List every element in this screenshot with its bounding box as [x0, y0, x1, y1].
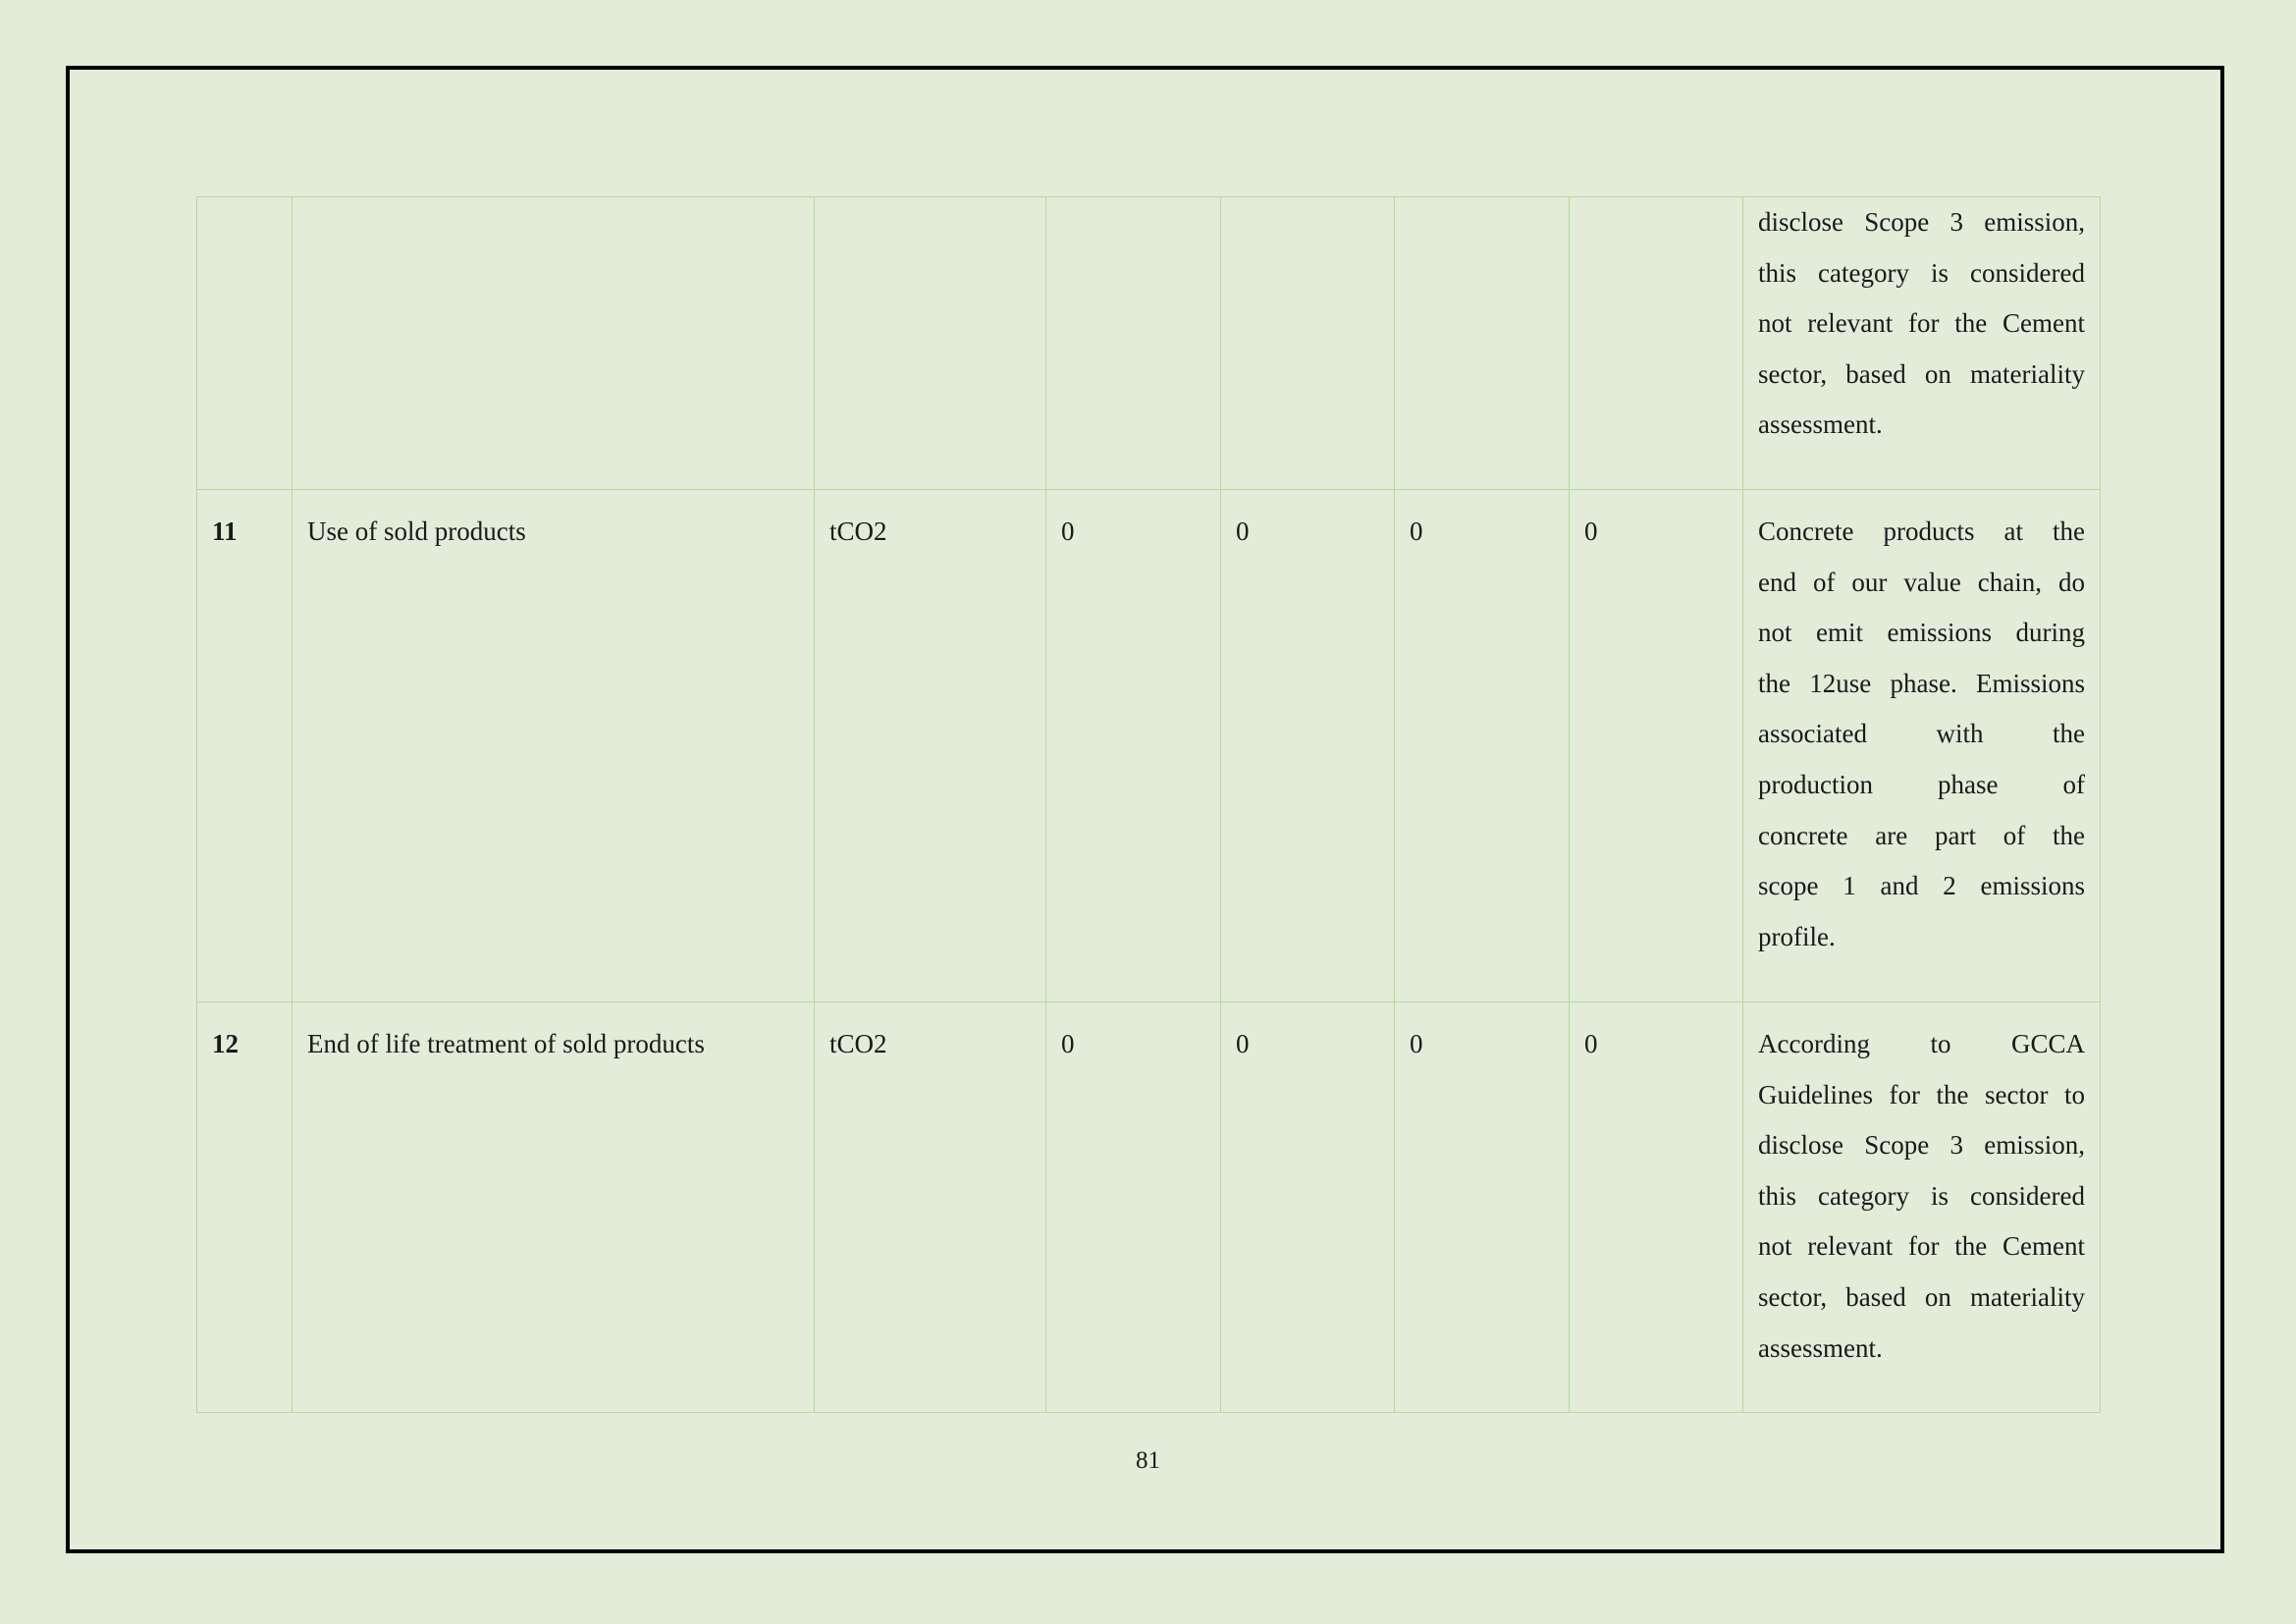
category-cell [293, 197, 815, 490]
remarks-line: not emit emissions during [1758, 618, 2085, 648]
remarks-line: assessment. [1758, 409, 1883, 440]
category-cell: Use of sold products [293, 490, 815, 1002]
remarks-line: According to GCCA [1758, 1029, 2085, 1058]
remarks-cell [1743, 197, 2101, 490]
remarks-line: the 12use phase. Emissions [1758, 668, 2085, 698]
value-cell: 0 [1395, 490, 1570, 1002]
unit-cell: tCO2 [815, 1002, 1046, 1413]
category-cell: End of life treatment of sold products [293, 1002, 815, 1413]
remarks-cell [1743, 490, 2101, 1002]
value-cell: 0 [1395, 1002, 1570, 1413]
value-cell [1395, 197, 1570, 490]
value-cell: 0 [1570, 490, 1743, 1002]
remarks-line: assessment. [1758, 1332, 1883, 1363]
value-cell: 0 [1221, 490, 1395, 1002]
value-cell [1046, 197, 1221, 490]
value-cell [1570, 197, 1743, 490]
remarks-line: profile. [1758, 921, 1836, 951]
remarks-line: disclose Scope 3 emission, [1758, 1130, 2085, 1161]
remarks-line: not relevant for the Cement [1758, 308, 2085, 339]
remarks-line: not relevant for the Cement [1758, 1231, 2085, 1262]
value-cell: 0 [1221, 1002, 1395, 1413]
row-number [197, 197, 293, 490]
value-cell: 0 [1046, 490, 1221, 1002]
remarks-line: associated with the [1758, 719, 2085, 749]
unit-cell [815, 197, 1046, 490]
remarks-line: concrete are part of the [1758, 820, 2085, 850]
remarks-line: this category is considered [1758, 257, 2085, 288]
value-cell [1221, 197, 1395, 490]
table-row [197, 197, 2101, 490]
remarks-line: disclose Scope 3 emission, [1758, 207, 2085, 237]
remarks-line: sector, based on materiality [1758, 358, 2085, 389]
row-number: 11 [197, 490, 293, 1002]
page-number: 81 [1136, 1447, 1160, 1474]
table-row [197, 490, 2101, 1002]
remarks-line: scope 1 and 2 emissions [1758, 871, 2085, 901]
remarks-line: end of our value chain, do [1758, 567, 2085, 597]
remarks-line: production phase of [1758, 769, 2085, 799]
remarks-cell [1743, 1002, 2101, 1413]
value-cell: 0 [1046, 1002, 1221, 1413]
remarks-line: this category is considered [1758, 1180, 2085, 1211]
remarks-line: Concrete products at the [1758, 516, 2085, 546]
value-cell: 0 [1570, 1002, 1743, 1413]
remarks-line: Guidelines for the sector to [1758, 1079, 2085, 1110]
scope3-emissions-table [196, 196, 2101, 1413]
unit-cell: tCO2 [815, 490, 1046, 1002]
table-row [197, 1002, 2101, 1413]
row-number: 12 [197, 1002, 293, 1413]
remarks-line: sector, based on materiality [1758, 1281, 2085, 1312]
